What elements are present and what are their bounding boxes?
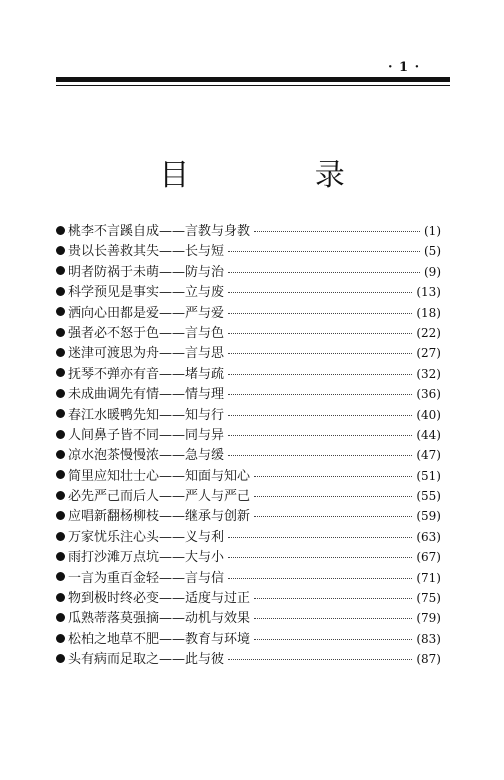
toc-entry-title: 洒向心田都是爱——严与爱 bbox=[68, 305, 225, 321]
dot-leader bbox=[254, 639, 412, 640]
toc-entry-page: (63) bbox=[416, 529, 441, 544]
toc-entry[interactable] bbox=[56, 404, 441, 424]
dot-leader bbox=[228, 333, 412, 334]
toc-entry[interactable] bbox=[56, 383, 441, 403]
toc-entry-page: (55) bbox=[416, 489, 441, 504]
bullet-icon bbox=[56, 470, 65, 479]
toc-entry-page: (87) bbox=[416, 652, 441, 667]
bullet-icon bbox=[56, 491, 65, 500]
toc-entry[interactable] bbox=[56, 261, 441, 281]
toc-entry-title: 万家忧乐注心头——义与利 bbox=[68, 529, 225, 545]
bullet-icon bbox=[56, 389, 65, 398]
toc-entry[interactable] bbox=[56, 363, 441, 383]
toc-entry[interactable] bbox=[56, 220, 441, 240]
toc-entry[interactable] bbox=[56, 424, 441, 444]
page-title: 目 录 bbox=[159, 158, 403, 193]
dot-leader bbox=[228, 659, 412, 660]
dot-leader bbox=[228, 272, 420, 273]
dot-leader bbox=[228, 435, 412, 436]
dot-leader bbox=[228, 557, 412, 558]
bullet-icon bbox=[56, 348, 65, 357]
toc-entry[interactable] bbox=[56, 322, 441, 342]
dot-leader bbox=[228, 292, 412, 293]
toc-entry-title: 明者防祸于未萌——防与治 bbox=[68, 264, 225, 280]
bullet-icon bbox=[56, 552, 65, 561]
dot-leader bbox=[228, 537, 412, 538]
toc-entry-page: (27) bbox=[416, 346, 441, 361]
toc-entry-title: 简里应知壮士心——知面与知心 bbox=[68, 468, 251, 484]
toc-entry[interactable] bbox=[56, 302, 441, 322]
dot-leader bbox=[228, 353, 412, 354]
toc-entry-page: (32) bbox=[416, 366, 441, 381]
toc-entry-title: 抚琴不弹亦有音——堵与疏 bbox=[68, 366, 225, 382]
dot-leader bbox=[254, 231, 420, 232]
dot-leader bbox=[228, 313, 412, 314]
toc-entry-title: 春江水暖鸭先知——知与行 bbox=[68, 407, 225, 423]
toc-entry[interactable] bbox=[56, 281, 441, 301]
toc-entry-page: (18) bbox=[416, 305, 441, 320]
bullet-icon bbox=[56, 409, 65, 418]
toc-entry[interactable] bbox=[56, 505, 441, 525]
bullet-icon bbox=[56, 511, 65, 520]
toc-entry-page: (67) bbox=[416, 550, 441, 565]
bullet-icon bbox=[56, 368, 65, 377]
toc-entry-page: (44) bbox=[416, 427, 441, 442]
toc-entry[interactable] bbox=[56, 240, 441, 260]
bullet-icon bbox=[56, 593, 65, 602]
toc-entry-title: 凉水泡茶慢慢浓——急与缓 bbox=[68, 448, 225, 464]
toc-entry-page: (83) bbox=[416, 631, 441, 646]
toc-entry[interactable] bbox=[56, 607, 441, 627]
toc-entry[interactable] bbox=[56, 648, 441, 668]
dot-leader bbox=[254, 496, 412, 497]
toc-entry-page: (47) bbox=[416, 448, 441, 463]
header-rule-thin bbox=[56, 85, 450, 86]
toc-entry-title: 瓜熟蒂落莫强摘——动机与效果 bbox=[68, 611, 251, 627]
toc-entry-title: 一言为重百金轻——言与信 bbox=[68, 570, 225, 586]
bullet-icon bbox=[56, 654, 65, 663]
toc-entry-title: 松柏之地草不肥——教育与环境 bbox=[68, 631, 251, 647]
dot-leader bbox=[254, 476, 412, 477]
bullet-icon bbox=[56, 532, 65, 541]
toc-entry-page: (79) bbox=[416, 611, 441, 626]
toc-entry-title: 桃李不言蹊自成——言教与身教 bbox=[68, 224, 251, 239]
dot-leader bbox=[228, 251, 420, 252]
bullet-icon bbox=[56, 328, 65, 337]
toc-entry-title: 未成曲调先有情——情与理 bbox=[68, 387, 225, 403]
toc-entry-page: (1) bbox=[424, 224, 441, 238]
bullet-icon bbox=[56, 226, 65, 235]
toc-entry[interactable] bbox=[56, 465, 441, 485]
toc-entry-page: (51) bbox=[416, 468, 441, 483]
header-rule-thick bbox=[56, 77, 450, 82]
toc-entry-page: (22) bbox=[416, 325, 441, 340]
toc-entry[interactable] bbox=[56, 546, 441, 566]
dot-leader bbox=[254, 598, 412, 599]
dot-leader bbox=[228, 394, 412, 395]
toc-entry-page: (59) bbox=[416, 509, 441, 524]
bullet-icon bbox=[56, 613, 65, 622]
toc-entry[interactable] bbox=[56, 485, 441, 505]
bullet-icon bbox=[56, 287, 65, 296]
table-of-contents bbox=[56, 220, 441, 669]
toc-entry[interactable] bbox=[56, 587, 441, 607]
dot-leader bbox=[254, 618, 412, 619]
toc-entry-page: (36) bbox=[416, 387, 441, 402]
toc-entry-page: (75) bbox=[416, 591, 441, 606]
toc-entry-page: (13) bbox=[416, 285, 441, 300]
toc-entry-title: 雨打沙滩万点坑——大与小 bbox=[68, 550, 225, 566]
bullet-icon bbox=[56, 246, 65, 255]
toc-entry[interactable] bbox=[56, 444, 441, 464]
bullet-icon bbox=[56, 634, 65, 643]
toc-entry-title: 强者必不怒于色——言与色 bbox=[68, 325, 225, 341]
dot-leader bbox=[254, 516, 412, 517]
toc-entry-title: 头有病而足取之——此与彼 bbox=[68, 652, 225, 668]
dot-leader bbox=[228, 374, 412, 375]
toc-entry[interactable] bbox=[56, 628, 441, 648]
page-number: · 1 · bbox=[388, 60, 421, 75]
toc-entry-page: (9) bbox=[424, 264, 441, 279]
bullet-icon bbox=[56, 266, 65, 275]
dot-leader bbox=[228, 415, 412, 416]
bullet-icon bbox=[56, 430, 65, 439]
bullet-icon bbox=[56, 307, 65, 316]
toc-entry-title: 物到极时终必变——适度与过正 bbox=[68, 591, 251, 607]
toc-entry-title: 应唱新翻杨柳枝——继承与创新 bbox=[68, 509, 251, 525]
toc-entry[interactable] bbox=[56, 342, 441, 362]
toc-entry[interactable] bbox=[56, 526, 441, 546]
bullet-icon bbox=[56, 450, 65, 459]
dot-leader bbox=[228, 578, 412, 579]
toc-entry-page: (40) bbox=[416, 407, 441, 422]
toc-entry-title: 迷津可渡思为舟——言与思 bbox=[68, 346, 225, 362]
toc-entry-title: 人间鼻子皆不同——同与异 bbox=[68, 427, 225, 443]
bullet-icon bbox=[56, 572, 65, 581]
toc-entry-title: 科学预见是事实——立与废 bbox=[68, 285, 225, 301]
toc-entry-page: (71) bbox=[416, 570, 441, 585]
dot-leader bbox=[228, 455, 412, 456]
toc-entry-title: 贵以长善救其失——长与短 bbox=[68, 244, 225, 260]
toc-entry-page: (5) bbox=[424, 244, 441, 259]
toc-entry-title: 必先严己而后人——严人与严己 bbox=[68, 489, 251, 505]
toc-entry[interactable] bbox=[56, 567, 441, 587]
